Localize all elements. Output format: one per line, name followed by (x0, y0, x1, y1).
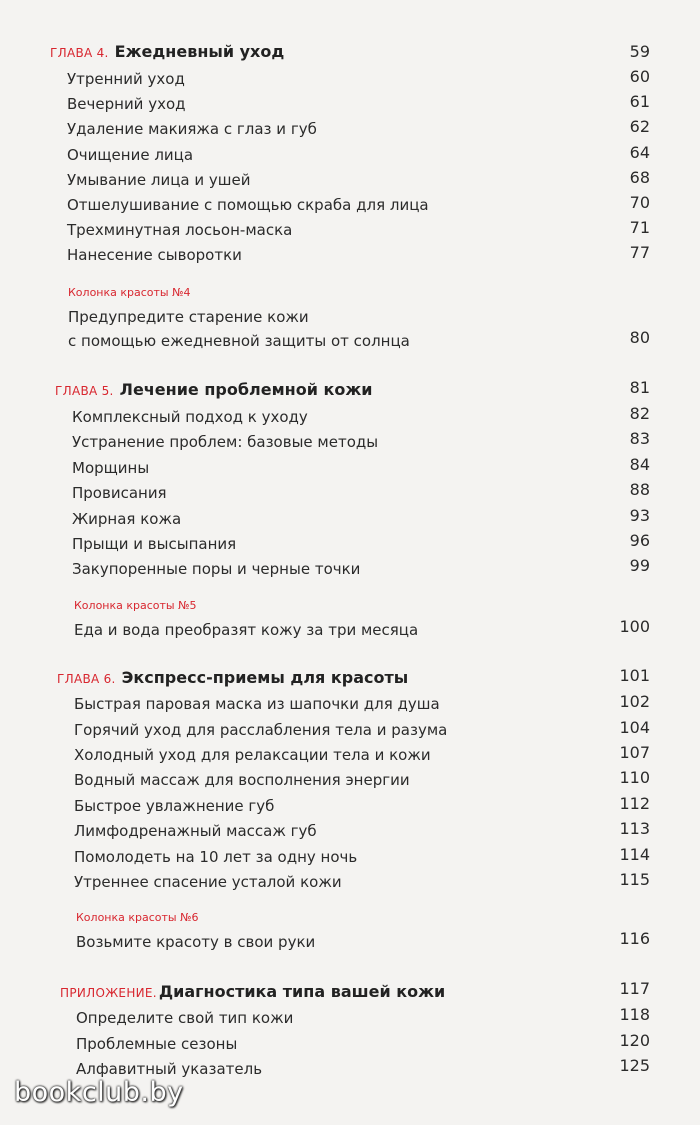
chapter-6-label: ГЛАВА 6. (57, 672, 116, 686)
toc-entry-page: 120 (619, 1031, 650, 1050)
beauty-column-4-page: 80 (629, 328, 650, 347)
beauty-column-5-page: 100 (619, 617, 650, 636)
toc-entry-page: 104 (619, 718, 650, 737)
beauty-column-6-page: 116 (619, 929, 650, 948)
toc-entry: Устранение проблем: базовые методы (72, 433, 379, 451)
beauty-column-6-label: Колонка красоты №6 (76, 911, 199, 924)
toc-entry-page: 114 (619, 845, 650, 864)
toc-entry-page: 71 (629, 218, 650, 237)
toc-entry: Лимфодренажный массаж губ (74, 822, 317, 840)
toc-entry: Холодный уход для релаксации тела и кожи (74, 746, 431, 764)
chapter-4-heading (50, 42, 284, 63)
toc-entry-page: 68 (629, 168, 650, 187)
toc-entry: Закупоренные поры и черные точки (72, 560, 361, 578)
chapter-5-page: 81 (629, 378, 650, 397)
beauty-column-4-line-2: с помощью ежедневной защиты от солнца (68, 332, 410, 350)
toc-entry-page: 93 (629, 506, 650, 525)
toc-entry-page: 70 (629, 193, 650, 212)
appendix-title: Диагностика типа вашей кожи (158, 982, 446, 1001)
appendix-heading (60, 982, 445, 1003)
toc-entry-page: 115 (619, 870, 650, 889)
toc-entry: Проблемные сезоны (76, 1035, 238, 1053)
toc-entry: Прыщи и высыпания (72, 535, 237, 553)
toc-entry-page: 60 (629, 67, 650, 86)
beauty-column-4-line-1: Предупредите старение кожи (68, 308, 309, 326)
chapter-4-page: 59 (629, 42, 650, 61)
toc-entry: Умывание лица и ушей (67, 171, 251, 189)
chapter-6-page: 101 (619, 666, 650, 685)
toc-entry: Помолодеть на 10 лет за одну ночь (74, 848, 358, 866)
beauty-column-5-line-1: Еда и вода преобразят кожу за три месяца (74, 621, 419, 639)
appendix-label: ПРИЛОЖЕНИЕ. (60, 986, 157, 1000)
appendix-page: 117 (619, 979, 650, 998)
toc-entry-page: 113 (619, 819, 650, 838)
beauty-column-4-label: Колонка красоты №4 (68, 286, 191, 299)
toc-entry-page: 125 (619, 1056, 650, 1075)
toc-entry-page: 88 (629, 480, 650, 499)
toc-entry: Нанесение сыворотки (67, 246, 242, 264)
beauty-column-6-line-1: Возьмите красоту в свои руки (76, 933, 316, 951)
toc-entry: Комплексный подход к уходу (72, 408, 308, 426)
toc-entry-page: 110 (619, 768, 650, 787)
toc-entry: Быстрое увлажнение губ (74, 797, 275, 815)
toc-entry-page: 82 (629, 404, 650, 423)
beauty-column-5-label: Колонка красоты №5 (74, 599, 197, 612)
chapter-4-title: Ежедневный уход (114, 42, 285, 61)
toc-entry: Быстрая паровая маска из шапочки для душа (74, 695, 440, 713)
toc-entry: Горячий уход для расслабления тела и разума (74, 721, 448, 739)
toc-entry-page: 84 (629, 455, 650, 474)
toc-entry-page: 99 (629, 556, 650, 575)
toc-entry-page: 77 (629, 243, 650, 262)
toc-entry: Алфавитный указатель (76, 1060, 263, 1078)
toc-entry: Отшелушивание с помощью скраба для лица (67, 196, 429, 214)
toc-entry: Очищение лица (67, 146, 194, 164)
toc-entry: Определите свой тип кожи (76, 1009, 294, 1027)
toc-entry: Жирная кожа (72, 510, 182, 528)
toc-entry-page: 107 (619, 743, 650, 762)
toc-entry: Вечерний уход (67, 95, 186, 113)
chapter-5-label: ГЛАВА 5. (55, 384, 114, 398)
chapter-5-heading (55, 380, 372, 401)
chapter-4-label: ГЛАВА 4. (50, 46, 109, 60)
chapter-5-title: Лечение проблемной кожи (119, 380, 373, 399)
toc-entry-page: 83 (629, 429, 650, 448)
toc-entry: Удаление макияжа с глаз и губ (67, 120, 317, 138)
toc-entry: Морщины (72, 459, 150, 477)
toc-entry-page: 64 (629, 143, 650, 162)
toc-entry: Водный массаж для восполнения энергии (74, 771, 410, 789)
chapter-6-heading (57, 668, 408, 689)
toc-entry: Провисания (72, 484, 167, 502)
toc-entry: Утренний уход (67, 70, 185, 88)
toc-entry-page: 102 (619, 692, 650, 711)
toc-entry-page: 61 (629, 92, 650, 111)
toc-entry: Утреннее спасение усталой кожи (74, 873, 342, 891)
toc-entry-page: 96 (629, 531, 650, 550)
watermark-text: bookclub.by (14, 1077, 184, 1108)
toc-entry-page: 118 (619, 1005, 650, 1024)
toc-entry-page: 112 (619, 794, 650, 813)
toc-entry-page: 62 (629, 117, 650, 136)
chapter-6-title: Экспресс-приемы для красоты (121, 668, 409, 687)
toc-entry: Трехминутная лосьон-маска (67, 221, 293, 239)
